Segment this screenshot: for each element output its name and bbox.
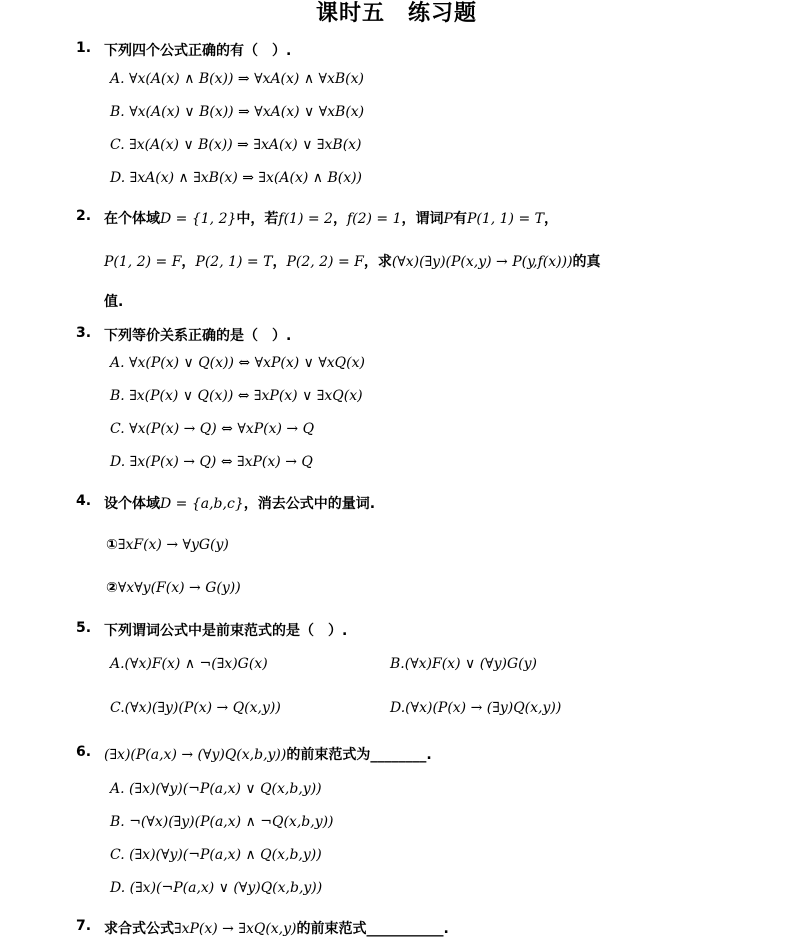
q4-domain: D = {a,b,c} (160, 496, 244, 512)
q2-p21: P(2, 1) = T (195, 254, 273, 270)
q7-end: . (443, 921, 449, 937)
question-5-option-a: A.(∀x)F(x) ∧ ¬(∃x)G(x) (110, 656, 268, 672)
question-1-option-b: B. ∀x(A(x) ∨ B(x)) ⇒ ∀xA(x) ∨ ∀xB(x) (110, 104, 365, 120)
question-3-option-a: A. ∀x(P(x) ∨ Q(x)) ⇔ ∀xP(x) ∨ ∀xQ(x) (110, 355, 365, 371)
q2-predicate: P (443, 211, 453, 227)
q7-blank: ___________ (366, 921, 444, 937)
q6-text: 的前束范式为 (286, 747, 371, 763)
q2-text-4: 有 (452, 211, 467, 227)
question-3-option-d: D. ∃x(P(x) → Q) ⇔ ∃xP(x) → Q (110, 454, 313, 470)
question-4-stem (104, 493, 375, 513)
question-2-line-2 (104, 251, 601, 271)
question-3-option-c: C. ∀x(P(x) → Q) ⇔ ∀xP(x) → Q (110, 421, 315, 437)
q2-p12: P(1, 2) = F (104, 254, 182, 270)
question-6-option-c: C. (∃x)(∀y)(¬P(a,x) ∧ Q(x,b,y)) (110, 847, 322, 863)
question-1-option-c: C. ∃x(A(x) ∨ B(x)) ⇒ ∃xA(x) ∨ ∃xB(x) (110, 137, 362, 153)
q2-sep-3: ， (181, 254, 196, 270)
q2-text-6: 的真 (572, 254, 601, 270)
question-3-number: 3. (76, 325, 92, 341)
q7-text-1: 求合式公式 (104, 921, 174, 937)
q7-formula: ∃xP(x) → ∃xQ(x,y) (174, 921, 297, 937)
q2-sep-2: ， (543, 211, 558, 227)
question-2-line-3: 值. (104, 294, 124, 310)
question-6-option-b: B. ¬(∀x)(∃y)(P(a,x) ∧ ¬Q(x,b,y)) (110, 814, 334, 830)
question-3-option-b: B. ∃x(P(x) ∨ Q(x)) ⇔ ∃xP(x) ∨ ∃xQ(x) (110, 388, 363, 404)
question-5-number: 5. (76, 620, 92, 636)
question-1-option-a: A. ∀x(A(x) ∧ B(x)) ⇒ ∀xA(x) ∧ ∀xB(x) (110, 71, 364, 87)
q4-text-1: 设个体域 (104, 496, 160, 512)
item-2-formula: ∀x∀y(F(x) → G(y)) (117, 580, 241, 596)
question-2-number: 2. (76, 208, 92, 224)
q2-sep-4: ， (272, 254, 287, 270)
q2-f1: f(1) = 2 (278, 211, 333, 227)
question-5-option-d: D.(∀x)(P(x) → (∃y)Q(x,y)) (390, 700, 562, 716)
item-1-formula: ∃xF(x) → ∀yG(y) (117, 537, 229, 553)
q2-text-5: ，求 (363, 254, 392, 270)
q6-formula: (∃x)(P(a,x) → (∀y)Q(x,b,y)) (104, 747, 287, 763)
question-4-item-2 (106, 579, 241, 597)
question-3-stem: 下列等价关系正确的是（ ）. (104, 328, 292, 344)
q6-end: . (426, 747, 432, 763)
q2-domain: D = {1, 2} (160, 211, 237, 227)
question-2-line-1 (104, 208, 558, 228)
question-6-number: 6. (76, 744, 92, 760)
q7-text-2: 的前束范式 (296, 921, 367, 937)
question-7-stem (104, 918, 449, 938)
item-1-marker: ① (106, 537, 118, 553)
q2-sep-1: ， (332, 211, 347, 227)
q2-text-1: 在个体域 (104, 211, 160, 227)
question-1-option-d: D. ∃xA(x) ∧ ∃xB(x) ⇒ ∃x(A(x) ∧ B(x)) (110, 170, 363, 186)
question-6-stem (104, 744, 432, 764)
question-6-option-a: A. (∃x)(∀y)(¬P(a,x) ∨ Q(x,b,y)) (110, 781, 322, 797)
question-1-number: 1. (76, 40, 92, 56)
question-5-stem: 下列谓词公式中是前束范式的是（ ）. (104, 623, 348, 639)
q2-text-3: ，谓词 (401, 211, 444, 227)
question-4-number: 4. (76, 493, 92, 509)
question-6-option-d: D. (∃x)(¬P(a,x) ∨ (∀y)Q(x,b,y)) (110, 880, 323, 896)
q2-f2: f(2) = 1 (346, 211, 402, 227)
question-7-number: 7. (76, 918, 92, 934)
q2-p11: P(1, 1) = T (466, 211, 544, 227)
question-5-option-c: C.(∀x)(∃y)(P(x) → Q(x,y)) (110, 700, 281, 716)
q2-formula: (∀x)(∃y)(P(x,y) → P(y,f(x))) (391, 254, 573, 270)
question-5-option-b: B.(∀x)F(x) ∨ (∀y)G(y) (390, 656, 537, 672)
question-4-item-1 (106, 536, 229, 554)
page-title: 课时五 练习题 (315, 1, 477, 26)
q2-p22: P(2, 2) = F (286, 254, 364, 270)
item-2-marker: ② (106, 580, 118, 596)
q4-text-2: ，消去公式中的量词. (243, 496, 376, 512)
q2-text-2: 中，若 (236, 211, 279, 227)
question-1-stem: 下列四个公式正确的有（ ）. (104, 43, 292, 59)
q6-blank: ________ (370, 747, 427, 763)
